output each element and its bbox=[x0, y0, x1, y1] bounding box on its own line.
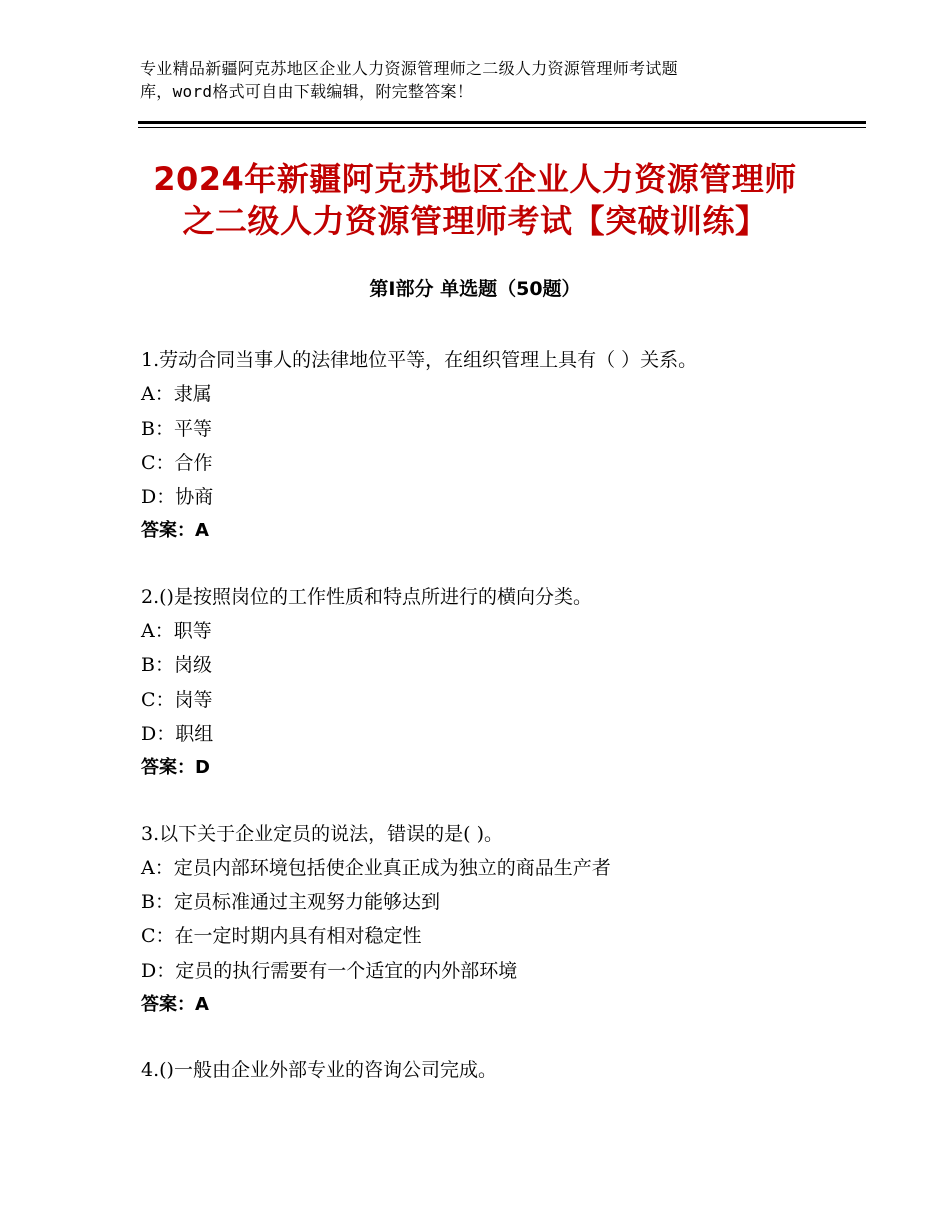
header-note-line-1: 专业精品新疆阿克苏地区企业人力资源管理师之二级人力资源管理师考试题 bbox=[140, 59, 678, 78]
question-stem: 3.以下关于企业定员的说法，错误的是( )。 bbox=[141, 822, 503, 845]
option-d: D：职组 bbox=[141, 722, 214, 745]
option-c: C：在一定时期内具有相对稳定性 bbox=[141, 925, 422, 948]
header-note bbox=[140, 57, 840, 103]
question-list bbox=[141, 343, 861, 1119]
question-1 bbox=[141, 343, 861, 549]
question-4 bbox=[141, 1053, 861, 1087]
option-b: B：岗级 bbox=[141, 654, 212, 677]
question-stem: 1.劳动合同当事人的法律地位平等，在组织管理上具有（ ）关系。 bbox=[141, 349, 698, 371]
document-title-line-2: 之二级人力资源管理师考试【突破训练】 bbox=[182, 202, 768, 240]
answer-label: 答案：A bbox=[141, 520, 209, 542]
answer-label: 答案：D bbox=[141, 757, 210, 779]
option-b: B：定员标准通过主观努力能够达到 bbox=[141, 891, 440, 914]
section-title: 第Ⅰ部分 单选题（50题） bbox=[369, 278, 581, 300]
header-divider-thin bbox=[138, 127, 866, 128]
header-note-line-2: 库，word格式可自由下载编辑，附完整答案！ bbox=[140, 82, 474, 101]
document-title-line-1: 2024年新疆阿克苏地区企业人力资源管理师 bbox=[153, 160, 797, 198]
document-title bbox=[100, 158, 850, 242]
option-d: D：定员的执行需要有一个适宜的内外部环境 bbox=[141, 959, 518, 982]
option-b: B：平等 bbox=[141, 417, 212, 440]
option-a: A：隶属 bbox=[141, 383, 212, 406]
option-c: C：岗等 bbox=[141, 688, 213, 711]
question-stem: 2.()是按照岗位的工作性质和特点所进行的横向分类。 bbox=[141, 585, 592, 608]
option-c: C：合作 bbox=[141, 451, 213, 474]
option-d: D：协商 bbox=[141, 486, 214, 509]
answer-label: 答案：A bbox=[141, 994, 209, 1016]
question-stem: 4.()一般由企业外部专业的咨询公司完成。 bbox=[141, 1059, 497, 1082]
option-a: A：职等 bbox=[141, 620, 212, 643]
question-3 bbox=[141, 817, 861, 1023]
question-2 bbox=[141, 580, 861, 786]
option-a: A：定员内部环境包括使企业真正成为独立的商品生产者 bbox=[141, 856, 611, 879]
header-divider-thick bbox=[138, 121, 866, 124]
